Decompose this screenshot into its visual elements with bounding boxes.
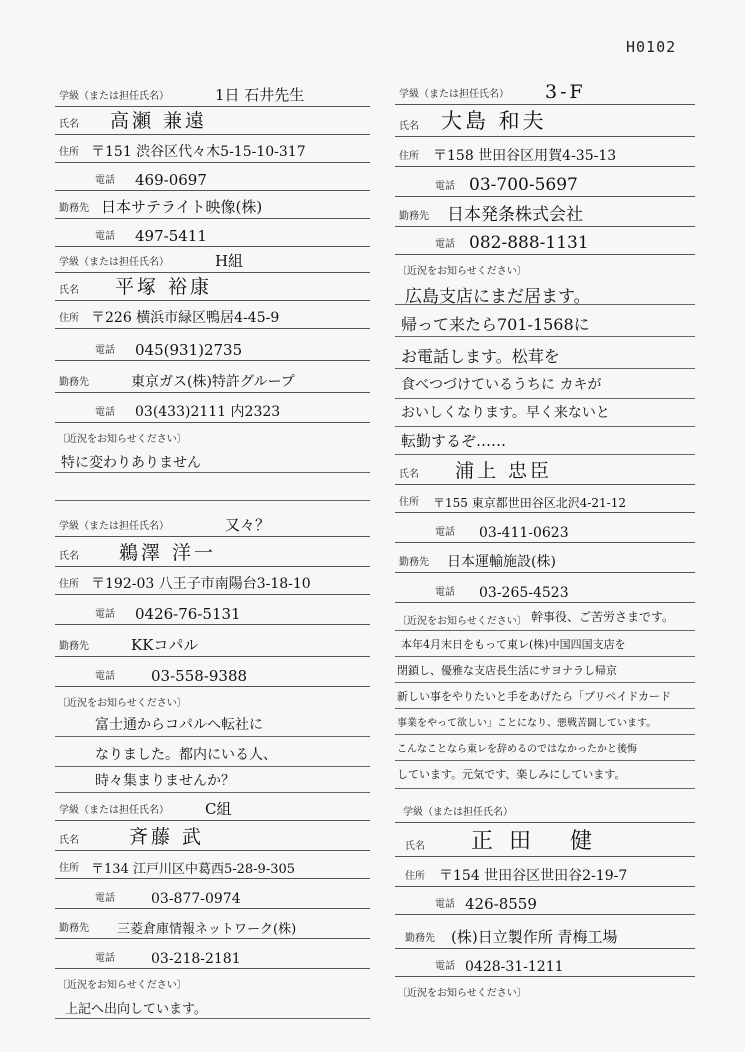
news-line: 特に変わりありません [61,455,201,471]
phone-value: 426-8559 [465,895,537,913]
news-line: お電話します。松茸を [401,347,560,366]
news-rule [395,426,695,427]
work-phone-label: 電話 [95,953,115,964]
name-row [55,536,370,567]
name-row [395,104,695,137]
phone-value: 03-700-5697 [469,175,578,195]
class-label: 学級（または担任氏名） [59,257,169,268]
address-row [55,566,370,595]
name-value: 斉藤 武 [129,826,205,848]
news-rule [395,398,695,399]
name-row [55,272,370,301]
news-rule [55,472,370,473]
class-value: 3-F [545,81,586,103]
work-label: 勤務先 [399,211,429,222]
address-row [395,856,695,887]
work-row [55,624,370,657]
name-label: 氏名 [399,121,419,132]
news-line: 新しい事をやりたいと手をあげたら「プリペイドカード [397,690,672,703]
news-heading: 〔近況をお知らせください〕 [397,988,527,999]
address-label: 住所 [399,151,419,162]
class-value: C組 [205,800,232,818]
news-line: 事業をやって欲しい」ことになり、悪戦苦闘しています。 [397,718,657,729]
phone-label: 電話 [95,893,115,904]
news-heading: 〔近況をお知らせください〕 [57,698,187,709]
news-rule [395,708,695,709]
work-row [395,196,695,227]
phone-value: 045(931)2735 [135,341,243,359]
address-value: 〒151 渋谷区代々木5-15-10-317 [91,144,306,160]
phone-row [55,162,370,191]
class-row [55,794,370,821]
address-value: 〒158 世田谷区用賀4-35-13 [433,148,617,164]
news-line: おいしくなります。早く来ないと [401,405,610,421]
address-value: 〒226 横浜市緑区鴨居4-45-9 [91,310,280,326]
phone-label: 電話 [435,899,455,910]
news-rule [395,630,695,631]
news-line: 時々集まりませんか？ [95,773,235,789]
name-value: 浦上 忠臣 [455,460,553,482]
phone-row [395,512,695,543]
news-rule [395,368,695,369]
work-phone-row [55,656,370,687]
phone-row [395,166,695,197]
work-row [55,190,370,219]
class-row [55,246,370,273]
phone-value: 0426-76-5131 [135,605,241,623]
news-line: 上記へ出向しています。 [65,1002,207,1017]
name-value: 高瀬 兼遠 [110,110,208,132]
name-value: 大島 和夫 [441,109,547,133]
news-line: 食べつづけているうちに カキが [401,377,602,393]
name-label: 氏名 [399,469,419,480]
work-phone-value: 0428-31-1211 [465,959,564,975]
class-label: 学級（または担任氏名） [59,91,169,102]
address-row [395,484,695,513]
work-phone-value: 03-218-2181 [151,951,241,967]
news-line: 帰って来たら701-1568に [401,315,590,334]
class-row [55,508,370,537]
address-row [55,850,370,879]
work-phone-label: 電話 [435,587,455,598]
news-heading: 〔近況をお知らせください〕 [57,980,187,991]
phone-value: 469-0697 [135,171,207,189]
work-phone-row [395,948,695,977]
page-id: H0102 [626,38,677,56]
work-phone-value: 03-558-9388 [151,667,248,685]
work-phone-value: 03(433)2111 内2323 [135,404,281,420]
work-phone-row [55,392,370,423]
address-label: 住所 [59,579,79,590]
name-label: 氏名 [59,551,79,562]
phone-label: 電話 [95,175,115,186]
phone-label: 電話 [95,345,115,356]
address-value: 〒134 江戸川区中葛西5-28-9-305 [91,862,296,877]
class-label: 学級（または担任氏名） [59,521,169,532]
news-rule [395,788,695,789]
news-line: なりました。都内にいる人、 [95,747,277,763]
work-row [55,908,370,939]
name-row [55,106,370,135]
work-row [395,542,695,573]
news-rule [55,792,370,793]
news-rule [395,304,695,305]
work-phone-row [395,572,695,603]
address-row [395,136,695,167]
class-value: 又々？ [225,516,271,534]
work-value: KKコパル [131,636,199,654]
news-heading: 〔近況をお知らせください〕 [57,434,187,445]
news-line: 閉鎖し、優雅な支店長生活にサヨナラし帰京 [397,664,617,677]
class-value: 1日 石井先生 [215,86,305,104]
news-rule [395,336,695,337]
name-value: 正田 健 [471,829,608,854]
work-value: 日本運輸施設(株) [447,554,556,570]
news-line: しています。元気です、楽しみにしています。 [397,768,626,781]
work-label: 勤務先 [405,933,435,944]
news-rule [395,656,695,657]
news-line: 本年4月末日をもって東レ(株)中国四国支店を [401,638,626,651]
news-rule [395,682,695,683]
news-line: 広島支店にまだ居ます。 [405,287,591,307]
phone-label: 電話 [435,527,455,538]
work-phone-row [55,218,370,247]
phone-value: 03-411-0623 [479,525,569,541]
news-line: こんなことなら東レを辞めるのではなかったかと後悔 [397,744,637,755]
class-label: 学級（または担任氏名） [403,807,513,818]
work-value: (株)日立製作所 青梅工場 [451,928,618,946]
work-phone-value: 03-265-4523 [479,585,569,601]
address-label: 住所 [399,497,419,508]
phone-row [55,328,370,361]
phone-value: 03-877-0974 [151,891,241,907]
work-row [395,914,695,949]
work-phone-value: 082-888-1131 [469,233,589,253]
name-label: 氏名 [59,285,79,296]
work-label: 勤務先 [59,923,89,934]
news-rule [55,1018,370,1019]
address-row [55,300,370,329]
phone-row [55,878,370,909]
address-value: 〒154 世田谷区世田谷2-19-7 [439,868,628,884]
address-value: 〒192-03 八王子市南陽台3-18-10 [91,576,311,592]
work-phone-row [395,226,695,255]
news-rule [395,734,695,735]
work-phone-label: 電話 [435,961,455,972]
name-row [395,456,695,485]
news-line: 転勤するぞ…… [401,432,507,450]
work-value: 三菱倉庫情報ネットワーク(株) [117,922,297,937]
news-heading: 〔近況をお知らせください〕 [397,616,527,627]
phone-row [55,594,370,625]
address-value: 〒155 東京都世田谷区北沢4-21-12 [433,496,627,510]
address-label: 住所 [405,871,425,882]
class-row [55,76,370,107]
work-phone-row [55,938,370,969]
news-rule [55,766,370,767]
work-phone-label: 電話 [95,231,115,242]
work-phone-value: 497-5411 [135,227,207,245]
class-label: 学級（または担任氏名） [399,89,509,100]
work-label: 勤務先 [59,203,89,214]
work-phone-label: 電話 [95,407,115,418]
work-label: 勤務先 [59,641,89,652]
class-row [395,76,695,105]
news-lead: 幹事役、ご苦労さまです。 [531,610,675,624]
address-label: 住所 [59,863,79,874]
name-value: 鵜澤 洋一 [119,542,217,564]
work-value: 東京ガス(株)特許グループ [131,374,295,390]
class-label: 学級（または担任氏名） [59,805,169,816]
address-label: 住所 [59,313,79,324]
address-row [55,134,370,163]
name-label: 氏名 [59,119,79,130]
work-value: 日本発条株式会社 [447,205,583,225]
news-line: 富士通からコパルへ転社に [95,717,263,733]
work-phone-label: 電話 [435,239,455,250]
work-value: 日本サテライト映像(株) [101,198,263,216]
news-rule [395,454,695,455]
name-label: 氏名 [59,835,79,846]
work-label: 勤務先 [399,557,429,568]
news-rule [55,736,370,737]
class-row [395,800,695,823]
class-value: H組 [215,252,244,270]
phone-label: 電話 [95,609,115,620]
phone-label: 電話 [435,181,455,192]
address-label: 住所 [59,147,79,158]
work-row [55,360,370,393]
name-row [395,822,695,857]
news-rule [395,760,695,761]
name-row [55,820,370,851]
work-phone-label: 電話 [95,671,115,682]
news-rule [55,500,370,501]
news-heading: 〔近況をお知らせください〕 [397,266,527,277]
name-label: 氏名 [405,841,425,852]
name-value: 平塚 裕康 [115,276,213,298]
phone-row [395,886,695,915]
work-label: 勤務先 [59,377,89,388]
